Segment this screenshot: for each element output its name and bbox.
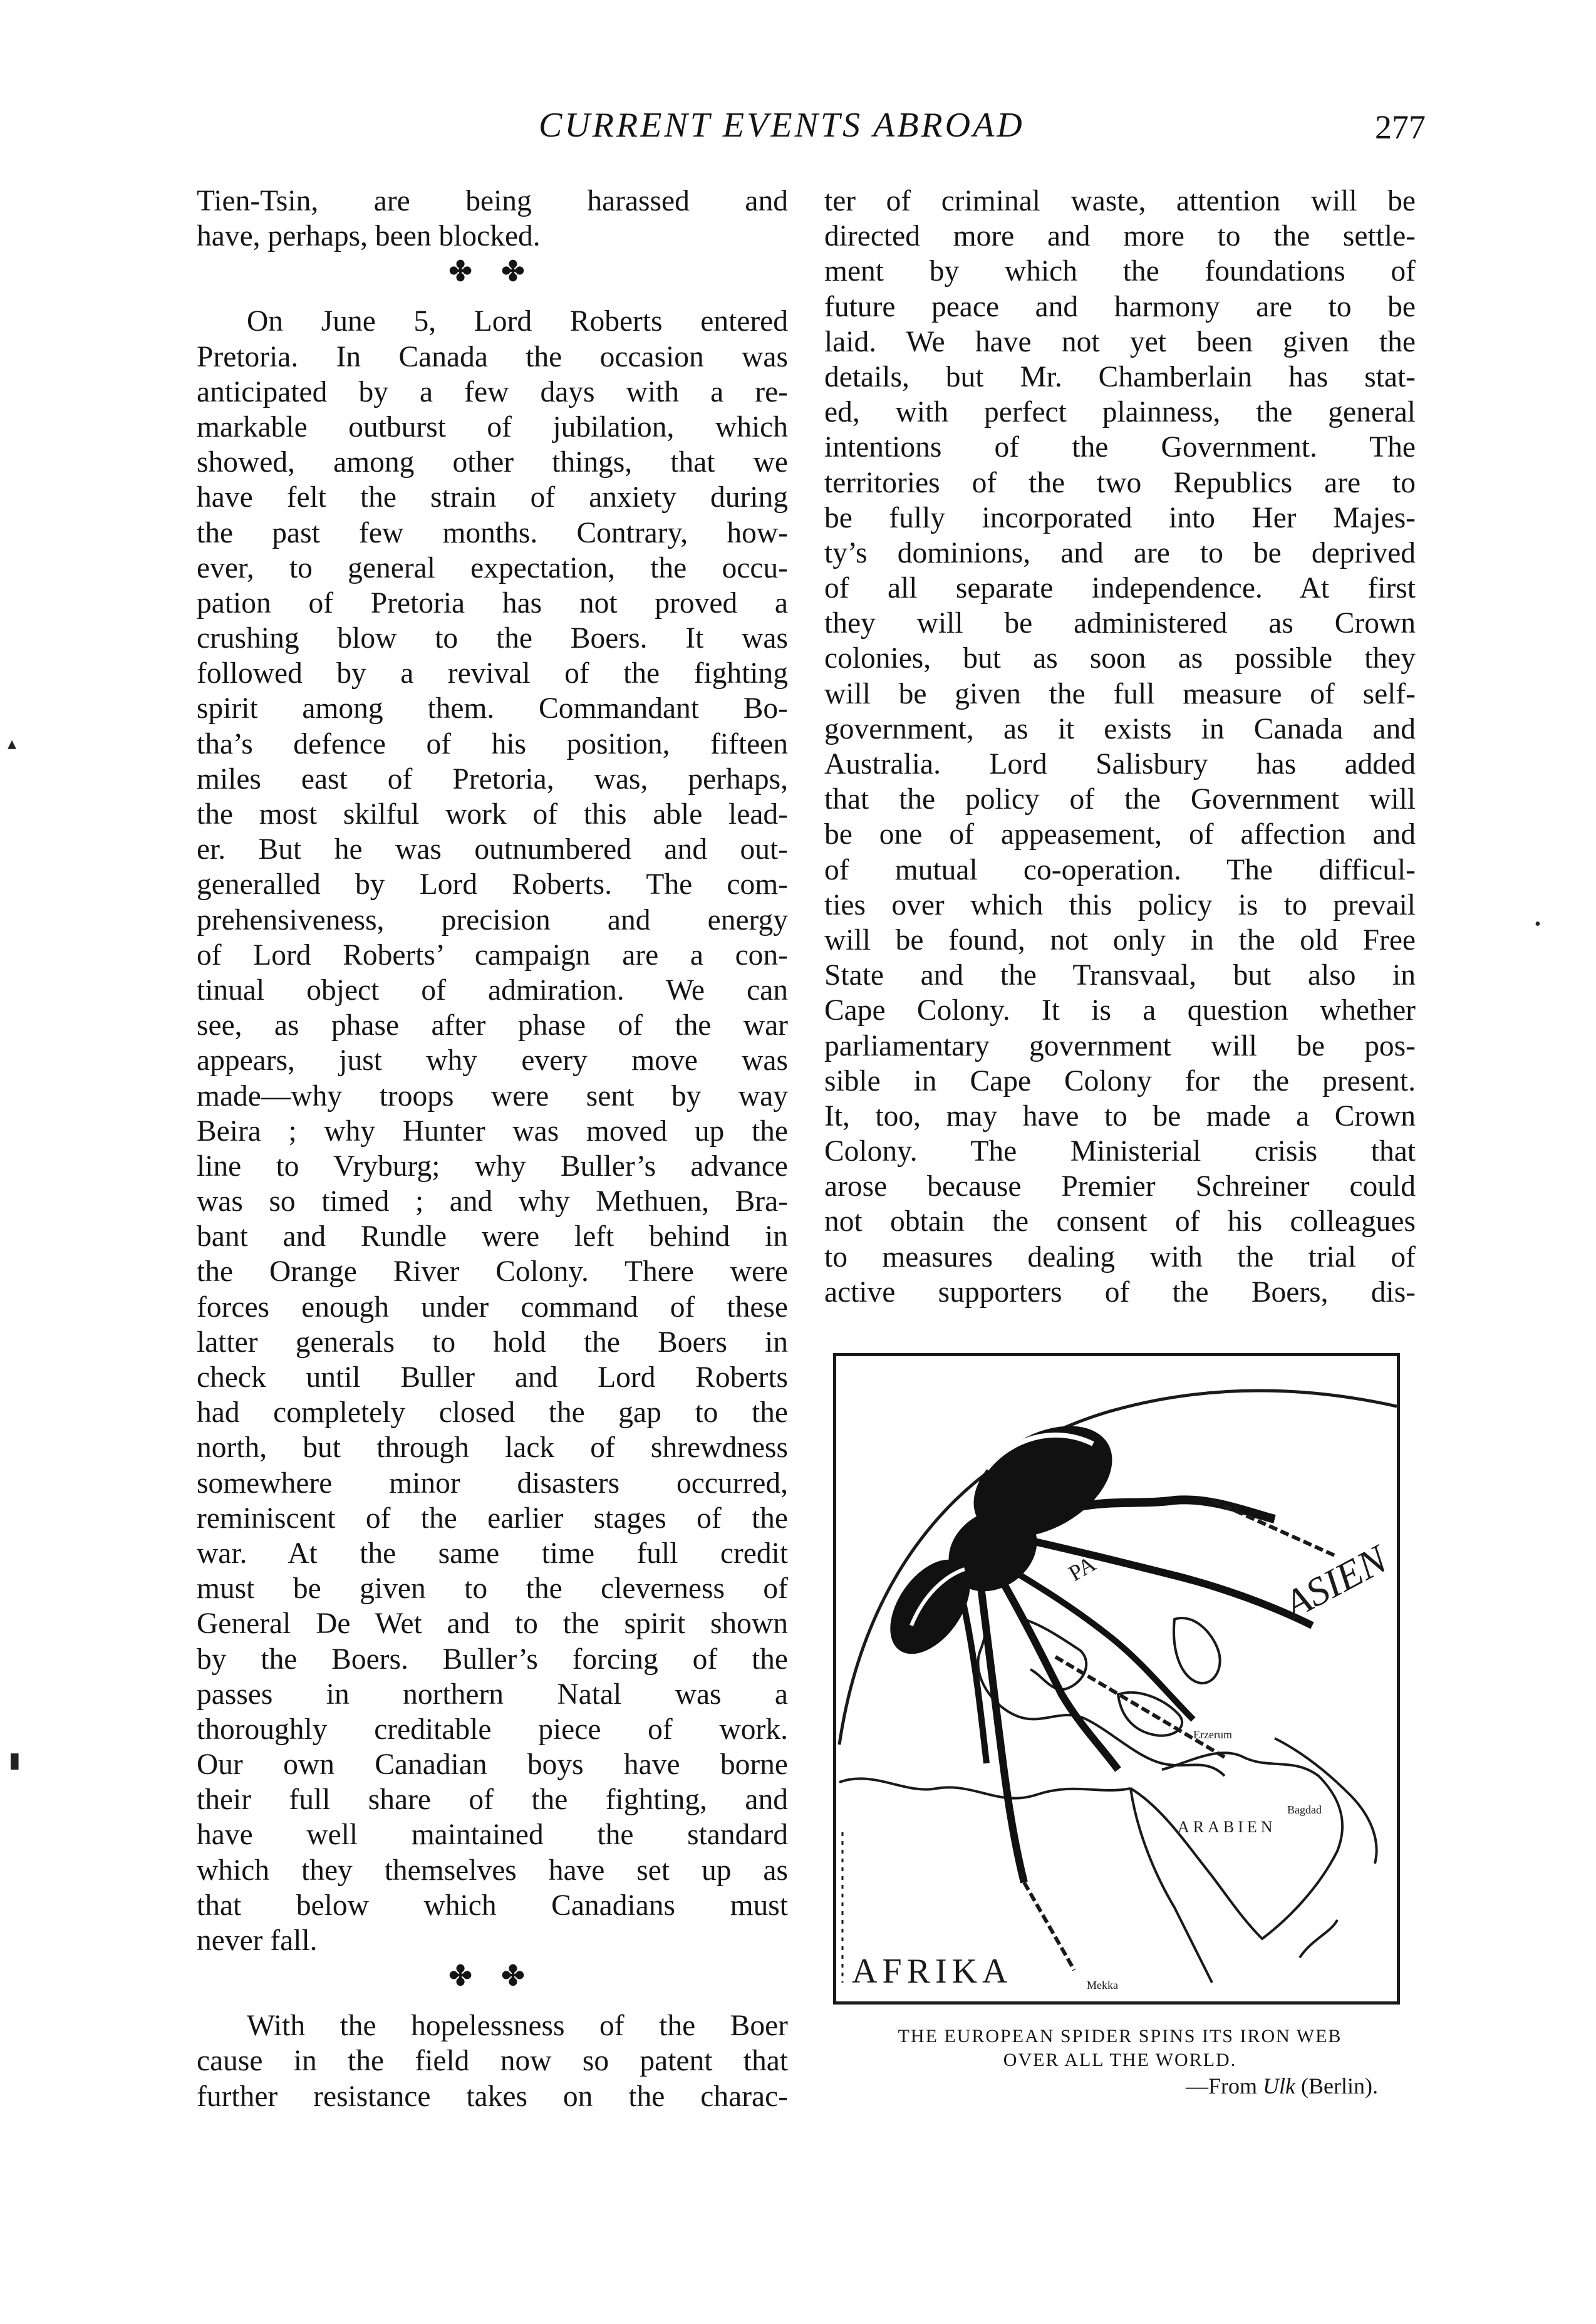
spider-leg	[999, 1575, 1118, 1770]
section-ornament: ✤ ✤	[448, 256, 536, 288]
caption-line: THE EUROPEAN SPIDER SPINS ITS IRON WEB	[898, 2026, 1342, 2046]
text-line: have well maintained the standard	[197, 1818, 788, 1852]
text-line: laid. We have not yet been given the	[824, 325, 1416, 358]
text-line: intentions of the Government. The	[824, 431, 1416, 464]
text-line: tha’s defence of his position, fifteen	[197, 727, 788, 760]
text-line: future peace and harmony are to be	[824, 290, 1416, 323]
text-line: ever, to general expectation, the occu-	[197, 551, 788, 584]
text-line: was so timed ; and why Methuen, Bra-	[197, 1185, 788, 1218]
text-line: made—why troops were sent by way	[197, 1079, 788, 1113]
text-line: not obtain the consent of his colleagues	[824, 1205, 1416, 1238]
rail-line	[1055, 1657, 1225, 1757]
text-line: ter of criminal waste, attention will be	[824, 185, 1416, 217]
text-line: Cape Colony. It is a question whether	[824, 994, 1416, 1027]
text-line: General De Wet and to the spirit shown	[197, 1607, 788, 1641]
text-line: somewhere minor disasters occurred,	[197, 1466, 788, 1500]
label-mekka: Mekka	[1087, 1979, 1118, 1991]
text-line: prehensiveness, precision and energy	[197, 903, 788, 936]
label-bagdad: Bagdad	[1287, 1803, 1322, 1816]
label-africa: AFRIKA	[852, 1952, 1013, 1991]
text-line: to measures dealing with the trial of	[824, 1240, 1416, 1274]
text-line: spirit among them. Commandant Bo-	[197, 692, 788, 725]
rail-line	[1024, 1882, 1074, 1970]
text-line: Pretoria. In Canada the occasion was	[197, 340, 788, 373]
mediterranean-coast	[839, 1778, 1131, 1798]
source-prefix: —From	[1186, 2073, 1263, 2098]
text-line: ed, with perfect plainness, the general	[824, 396, 1416, 429]
label-asia: ASIEN	[1277, 1536, 1394, 1627]
caspian-sea	[1174, 1618, 1220, 1683]
text-line: the past few months. Contrary, how-	[197, 516, 788, 549]
text-line: that below which Canadians must	[197, 1889, 788, 1922]
text-line: generalled by Lord Roberts. The com-	[197, 868, 788, 901]
label-erzerum: Erzerum	[1193, 1728, 1232, 1741]
label-arabia: ARABIEN	[1178, 1818, 1277, 1836]
text-line: had completely closed the gap to the	[197, 1396, 788, 1429]
label-europe-mark: PA	[1064, 1550, 1100, 1586]
text-line: With the hopelessness of the Boer	[247, 2010, 788, 2043]
cartoon-caption	[824, 2025, 1416, 2100]
text-line: er. But he was outnumbered and out-	[197, 833, 788, 866]
text-line: Tien-Tsin, are being harassed and	[197, 185, 788, 217]
page-number: 277	[1375, 108, 1426, 146]
text-line: will be found, not only in the old Free	[824, 923, 1416, 957]
rail-line	[1212, 1500, 1337, 1557]
text-line: thoroughly creditable piece of work.	[197, 1713, 788, 1746]
text-line: of mutual co-operation. The difficul-	[824, 853, 1416, 886]
text-line: they will be administered as Crown	[824, 607, 1416, 640]
text-line: Our own Canadian boys have borne	[197, 1748, 788, 1782]
text-line: that the policy of the Government will	[824, 783, 1416, 816]
text-line: be one of appeasement, of affection and	[824, 818, 1416, 851]
text-line: north, but through lack of shrewdness	[197, 1431, 788, 1465]
margin-speck: •	[1535, 915, 1541, 934]
text-line: must be given to the cleverness of	[197, 1572, 788, 1606]
text-line: tinual object of admiration. We can	[197, 973, 788, 1007]
left-column	[197, 184, 788, 2114]
margin-speck: ▮	[9, 1749, 21, 1772]
gulf-coast	[1275, 1738, 1377, 1864]
text-line: sible in Cape Colony for the present.	[824, 1064, 1416, 1097]
text-line: see, as phase after phase of the war	[197, 1009, 788, 1042]
text-line: parliamentary government will be pos-	[824, 1029, 1416, 1062]
text-line: Colony. The Ministerial crisis that	[824, 1135, 1416, 1168]
text-line: anticipated by a few days with a re-	[197, 375, 788, 408]
text-line: followed by a revival of the fighting	[197, 657, 788, 690]
text-line: cause in the field now so patent that	[197, 2045, 788, 2078]
text-line: active supporters of the Boers, dis-	[824, 1275, 1416, 1309]
text-line: directed more and more to the settle-	[824, 220, 1416, 253]
spider-leg	[1018, 1538, 1312, 1626]
text-line: by the Boers. Buller’s forcing of the	[197, 1642, 788, 1676]
text-line: further resistance takes on the charac-	[197, 2080, 788, 2113]
text-line: appears, just why every move was	[197, 1044, 788, 1077]
text-line: war. At the same time full credit	[197, 1537, 788, 1570]
text-line: latter generals to hold the Boers in	[197, 1325, 788, 1359]
text-line: pation of Pretoria has not proved a	[197, 586, 788, 620]
aden-coast	[1300, 1920, 1337, 1958]
text-line: never fall.	[197, 1924, 318, 1957]
text-line: On June 5, Lord Roberts entered	[247, 305, 788, 338]
text-line: line to Vryburg; why Buller’s advance	[197, 1149, 788, 1183]
text-line: will be given the full measure of self-	[824, 677, 1416, 710]
source-suffix: (Berlin).	[1295, 2073, 1378, 2098]
spider-map-drawing	[836, 1356, 1397, 2001]
text-line: bant and Rundle were left behind in	[197, 1220, 788, 1253]
text-line: arose because Premier Schreiner could	[824, 1170, 1416, 1203]
text-line: details, but Mr. Chamberlain has stat-	[824, 360, 1416, 393]
text-line: have felt the strain of anxiety during	[197, 481, 788, 514]
spider-leg	[999, 1563, 1193, 1720]
text-line: Australia. Lord Salisbury has added	[824, 748, 1416, 781]
source-publication: Ulk	[1263, 2073, 1296, 2098]
text-line: of all separate independence. At first	[824, 572, 1416, 605]
globe-outline	[839, 1391, 1397, 1745]
cartoon-illustration	[833, 1353, 1400, 2005]
text-line: ment by which the foundations of	[824, 255, 1416, 288]
text-line: have, perhaps, been blocked.	[197, 220, 541, 253]
spider-leg	[980, 1582, 1024, 1882]
text-line: which they themselves have set up as	[197, 1854, 788, 1887]
text-line: passes in northern Natal was a	[197, 1678, 788, 1711]
section-ornament: ✤ ✤	[448, 1961, 536, 1992]
text-line: their full share of the fighting, and	[197, 1783, 788, 1817]
text-line: markable outburst of jubilation, which	[197, 410, 788, 444]
text-line: State and the Transvaal, but also in	[824, 959, 1416, 992]
text-line: ty’s dominions, and are to be deprived	[824, 536, 1416, 569]
arabia-coast	[1131, 1753, 1342, 1939]
text-line: be fully incorporated into Her Majes-	[824, 501, 1416, 534]
text-line: check until Buller and Lord Roberts	[197, 1361, 788, 1394]
text-line: miles east of Pretoria, was, perhaps,	[197, 762, 788, 796]
text-line: showed, among other things, that we	[197, 446, 788, 479]
text-line: Beira ; why Hunter was moved up the	[197, 1114, 788, 1148]
margin-speck: ▴	[8, 734, 17, 754]
running-title: CURRENT EVENTS ABROAD	[539, 106, 1025, 145]
text-line: crushing blow to the Boers. It was	[197, 622, 788, 655]
text-line: forces enough under command of these	[197, 1290, 788, 1324]
text-line: government, as it exists in Canada and	[824, 712, 1416, 745]
text-line: of Lord Roberts’ campaign are a con-	[197, 938, 788, 972]
caption-line: OVER ALL THE WORLD.	[1003, 2050, 1237, 2070]
text-line: the most skilful work of this able lead-	[197, 798, 788, 831]
text-line: ties over which this policy is to prevail	[824, 888, 1416, 921]
text-line: reminiscent of the earlier stages of the	[197, 1502, 788, 1535]
caption-source	[824, 2072, 1416, 2100]
text-line: colonies, but as soon as possible they	[824, 642, 1416, 675]
text-line: It, too, may have to be made a Crown	[824, 1099, 1416, 1133]
text-line: the Orange River Colony. There were	[197, 1255, 788, 1289]
right-column	[824, 184, 1416, 1310]
text-line: territories of the two Republics are to	[824, 466, 1416, 499]
spider-figure	[874, 1403, 1337, 1970]
